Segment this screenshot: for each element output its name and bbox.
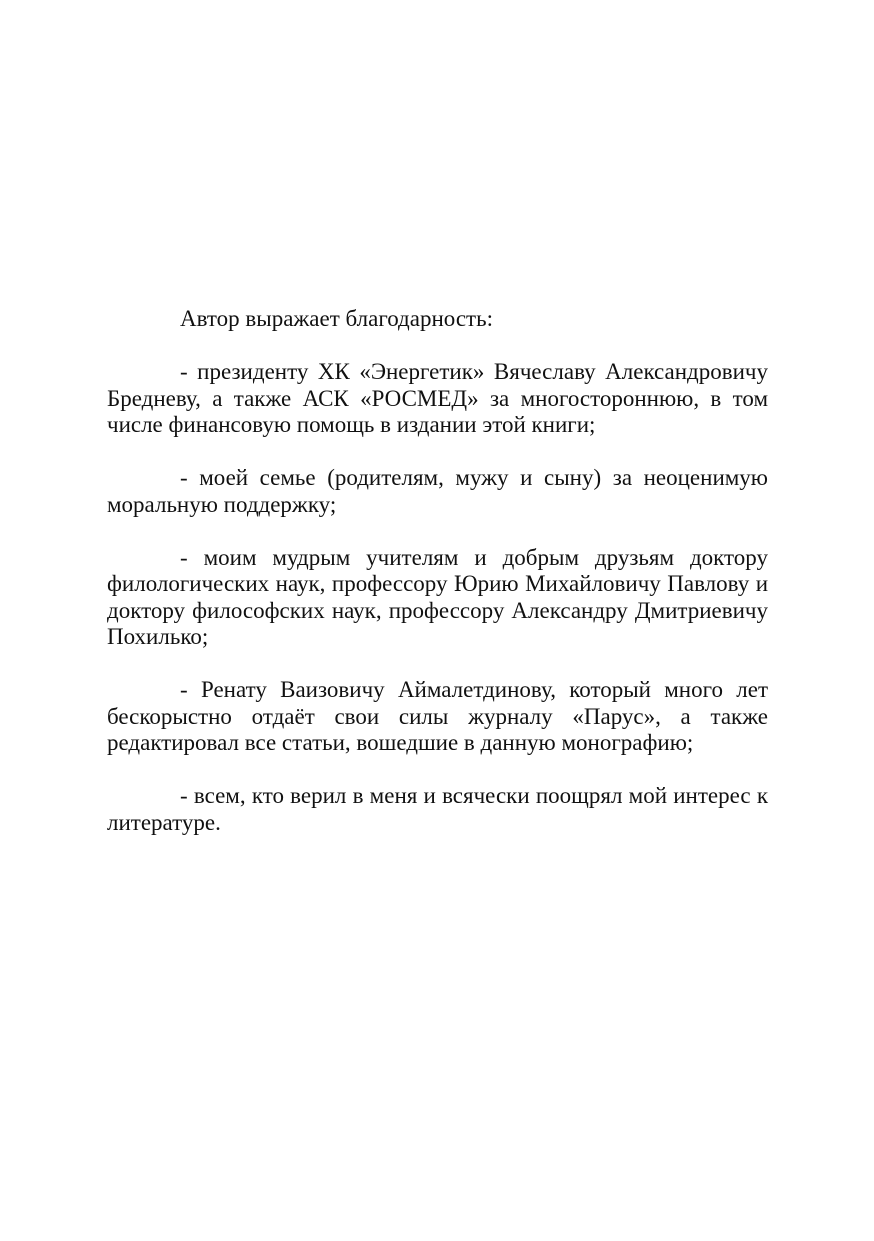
acknowledgement-paragraph: - президенту ХК «Энергетик» Вячеславу Александровичу Бредневу, а также АСК «РОСМЕД» за многостороннюю, в том числе финансовую помощь в издании этой книги; [107, 359, 768, 437]
acknowledgement-paragraph: - всем, кто верил в меня и всячески поощрял мой интерес к литературе. [107, 783, 768, 835]
acknowledgements-text [107, 306, 768, 836]
acknowledgement-paragraph: - Ренату Ваизовичу Аймалетдинову, который много лет бескорыстно отдаёт свои силы журналу «Парус», а также редактировал все статьи, вошедшие в данную монографию; [107, 677, 768, 755]
acknowledgement-paragraph: - моей семье (родителям, мужу и сыну) за неоценимую моральную поддержку; [107, 465, 768, 517]
acknowledgements-heading: Автор выражает благодарность: [180, 306, 493, 331]
acknowledgement-paragraph: - моим мудрым учителям и добрым друзьям доктору филологических наук, профессору Юрию Михайловичу Павлову и доктору философских наук, профессору Александру Дмитриевичу Похилько; [107, 544, 768, 649]
